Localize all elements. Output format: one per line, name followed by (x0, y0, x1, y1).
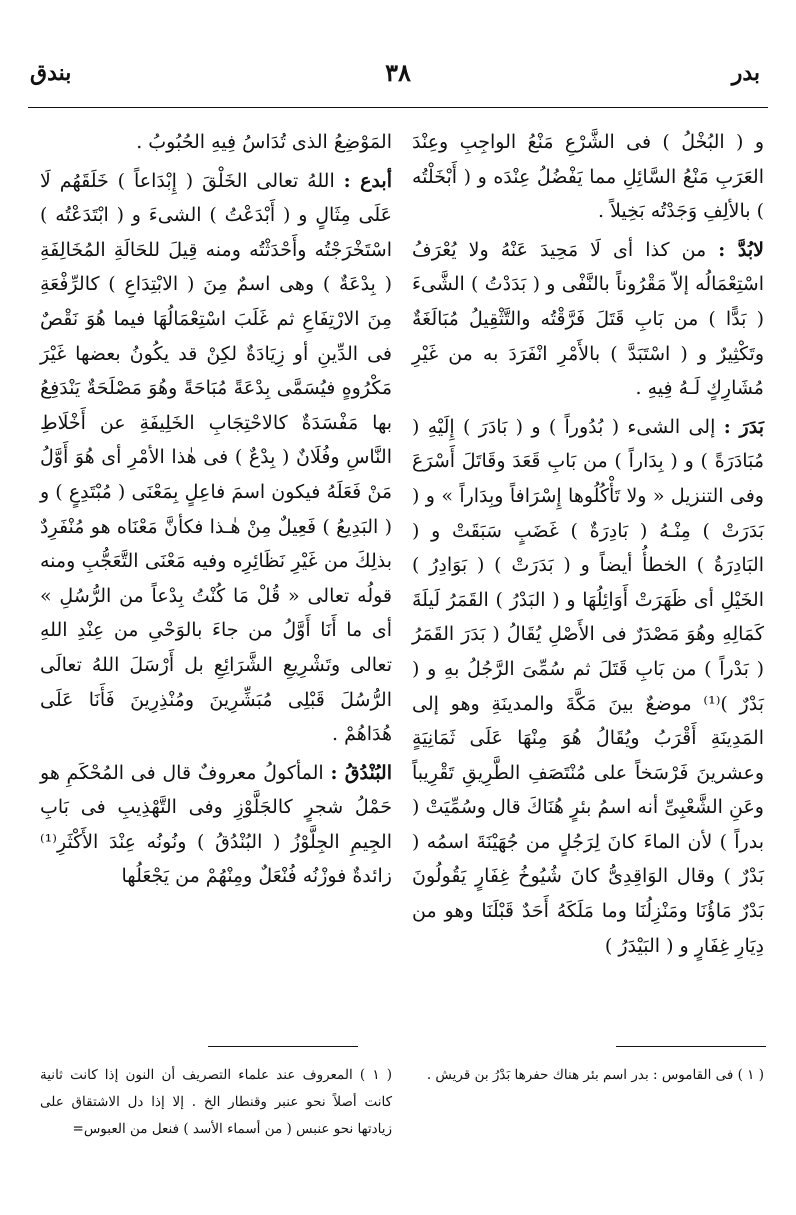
header-rule (28, 107, 768, 108)
footnote-left (40, 1062, 392, 1143)
entry-text: المَوْضِعُ الذى تُدَاسُ فِيهِ الحُبُوبُ . (136, 131, 392, 153)
entry-text: اللهُ تعالى الخَلْقَ ( إِبْدَاعاً ) خَلَقَهُم لَا عَلَى مِثَالٍ و ( أَبْدَعْتُ ) الشىءَ و ( ابْتَدَعْتُه ) اسْتَخْرَجْتُه وأَحْدَثْتُه ومنه قِيلَ للحَالَةِ المُخَالِفَةِ ( بِدْعَةٌ ) وهى اسمٌ مِنَ ( الابْتِدَاعِ ) كالرِّفْعَةِ مِنَ الارْتِفَاعِ ثم غَلَبَ اسْتِعْمَالُهَا فيما هُوَ نَقْصٌ فى الدِّينِ أو زِيَادَةٌ لكِنْ قد يكُونُ بعضها غَيْرَ مَكْرُوهٍ فيُسَمَّى بِدْعَةً مُبَاحَةً وهُوَ مَصْلَحَةٌ يَنْدَفِعُ بها مَفْسَدَةٌ كالاحْتِجَابِ الخَلِيفَةِ عن أَخْلَاطِ النَّاسِ وفُلَانٌ ( بِدْعٌ ) فى هٰذا الأمْرِ أى هُوَ أَوَّلُ مَنْ فَعَلَهُ فيكون اسمَ فاعِلٍ بِمَعْنَى ( مُبْتَدِعٍ ) و ( البَدِيعُ ) فَعِيلٌ مِنْ هٰـذا فكأنَّ مَعْنَاه هو مُنْفَرِدٌ بذلِكَ من غَيْرِ نَظَائِرِه وفيه مَعْنَى التَّعَجُّبِ ومنه قولُه تعالى « قُلْ مَا كُنْتُ بِدْعاً من الرُّسُلِ » أى ما أَنَا أَوَّلُ من جاءَ بالوَحْىِ من عِنْدِ اللهِ تعالى وتَشْرِيعِ الشَّرَائِعِ بل أَرْسَلَ اللهُ تعالَى الرُّسُلَ قَبْلِى مُبَشِّرِينَ ومُنْذِرِينَ فَأَنَا عَلَى هُدَاهُمْ . (40, 169, 392, 746)
right-column (412, 125, 764, 967)
footnote-text: ( ١ ) المعروف عند علماء التصريف أن النون إذا كانت ثانية كانت أصلاً نحو عنبر وقنطار الخ . إلا إذا دل الاشتقاق على زيادتها نحو عنبس ( من أسماء الأسد ) فنعل من العبوس= (40, 1067, 393, 1137)
entry-paragraph (412, 410, 764, 964)
page-number: ٣٨ (385, 58, 411, 87)
entry-paragraph (412, 125, 764, 229)
entry-paragraph (40, 125, 392, 160)
entry-text: من كذا أى لَا مَحِيدَ عَنْهُ ولا يُعْرَفُ اسْتِعْمَالُه إلاّ مَقْرُوناً بالنَّفْى و ( بَدَدْتُ ) الشَّىءَ ( بَدًّا ) من بَابِ قَتَلَ فَرَّقْتُه والتَّثْقِيلُ مُبَالَغَةٌ وتَكْثِيرٌ و ( اسْتَبَدَّ ) بالأَمْرِ انْفَرَدَ به من غَيْرِ مُشَارِكٍ لَـهُ فِيهِ . (412, 238, 764, 400)
entry-headword: بَدَرَ : (723, 415, 764, 438)
footnote-rule-right (616, 1046, 766, 1047)
entry-text: و ( البُخْلُ ) فى الشَّرْعِ مَنْعُ الواجِبِ وعِنْدَ العَرَبِ مَنْعُ السَّائِلِ مما يَفْضُلُ عِنْدَه و ( أَبْخَلْتُه ) بالألِفِ وَجَدْتُه بَخِيلاً . (412, 131, 764, 223)
header-right-word: بدر (731, 60, 760, 86)
footnote-right (412, 1062, 764, 1089)
entry-headword: البُنْدُقُ : (330, 761, 392, 784)
left-column (40, 125, 392, 898)
header-left-word: بندق (30, 60, 72, 86)
entry-text: إلى الشىء ( بُدُوراً ) و ( بَادَرَ ) إِلَيْهِ ( مُبَادَرَةً ) و ( بِدَاراً ) من بَابِ قَعَدَ وقَاتَلَ أَسْرَعَ وفى التنزيل « ولا تَأْكُلُوها إِسْرَافاً وبِدَاراً » و ( بَدَرَتْ ) مِنْـهُ ( بَادِرَةٌ ) غَضَبٍ سَبَقَتْ و ( البَادِرَةُ ) الخطأُ أيضاً و ( بَدَرَتْ ) ( بَوَادِرُ ) الخَيْلِ أى ظَهَرَتْ أَوَائِلُهَا و ( البَدْرُ ) القَمَرُ لَيلَةَ كَمَالِهِ وهُوَ مَصْدَرٌ فى الأَصْلِ يُقَالُ ( بَدَرَ القَمَرُ ( بَدْراً ) من بَابِ قَتَلَ ثم سُمِّىَ الرَّجُلُ بهِ و ( بَدْرٌ )⁽¹⁾ موضعٌ بينَ مَكَّةَ والمدينَةِ وهو إلى المَدِينَةِ أَقْرَبُ ويُقَالُ هُوَ مِنْهَا عَلَى ثَمَانِيَةٍ وعشرينَ فَرْسَخاً على مُنْتَصَفِ الطَّرِيقِ تَقْرِيباً وعَنِ الشَّعْبِىِّ أنه اسمُ بئرٍ هُنَاكَ قال وسُمِّيَتْ ( بدراً ) لأن الماءَ كانَ لِرَجُلٍ من جُهَيْنَةَ اسمُه ( بَدْرٌ ) وقال الوَاقِدِىُّ كانَ شُيُوخُ غِفَارٍ يَقُولُونَ بَدْرٌ مَاؤُنَا ومَنْزِلُنَا وما مَلَكَهُ أَحَدٌ قَبْلَنَا وهو من دِيَارِ غِفَارٍ و ( البَيْدَرُ ) (412, 415, 764, 957)
entry-headword: أبدع : (343, 169, 392, 192)
entry-paragraph (40, 164, 392, 752)
footnote-rule-left (208, 1046, 358, 1047)
entry-paragraph (412, 233, 764, 406)
entry-paragraph (40, 756, 392, 894)
entry-headword: لابُدَّ : (718, 238, 764, 261)
entry-text: المأكولُ معروفٌ قال فى المُحْكَمِ هو حَمْلُ شجرٍ كالجَلَّوْزِ وفى التَّهْذِيبِ فى بَابِ الجِيمِ الجِلَّوْزُ ( البُنْدُقُ ) ونُونُه عِنْدَ الأَكْثَرِ⁽¹⁾ زائدةٌ فوزْنُه فُنْعَلٌ ومِنْهُمْ من يَجْعَلُها (40, 761, 392, 888)
footnote-text: ( ١ ) فى القاموس : بدر اسم بئر هناك حفرها بَدْرُ بن قريش . (426, 1067, 764, 1083)
